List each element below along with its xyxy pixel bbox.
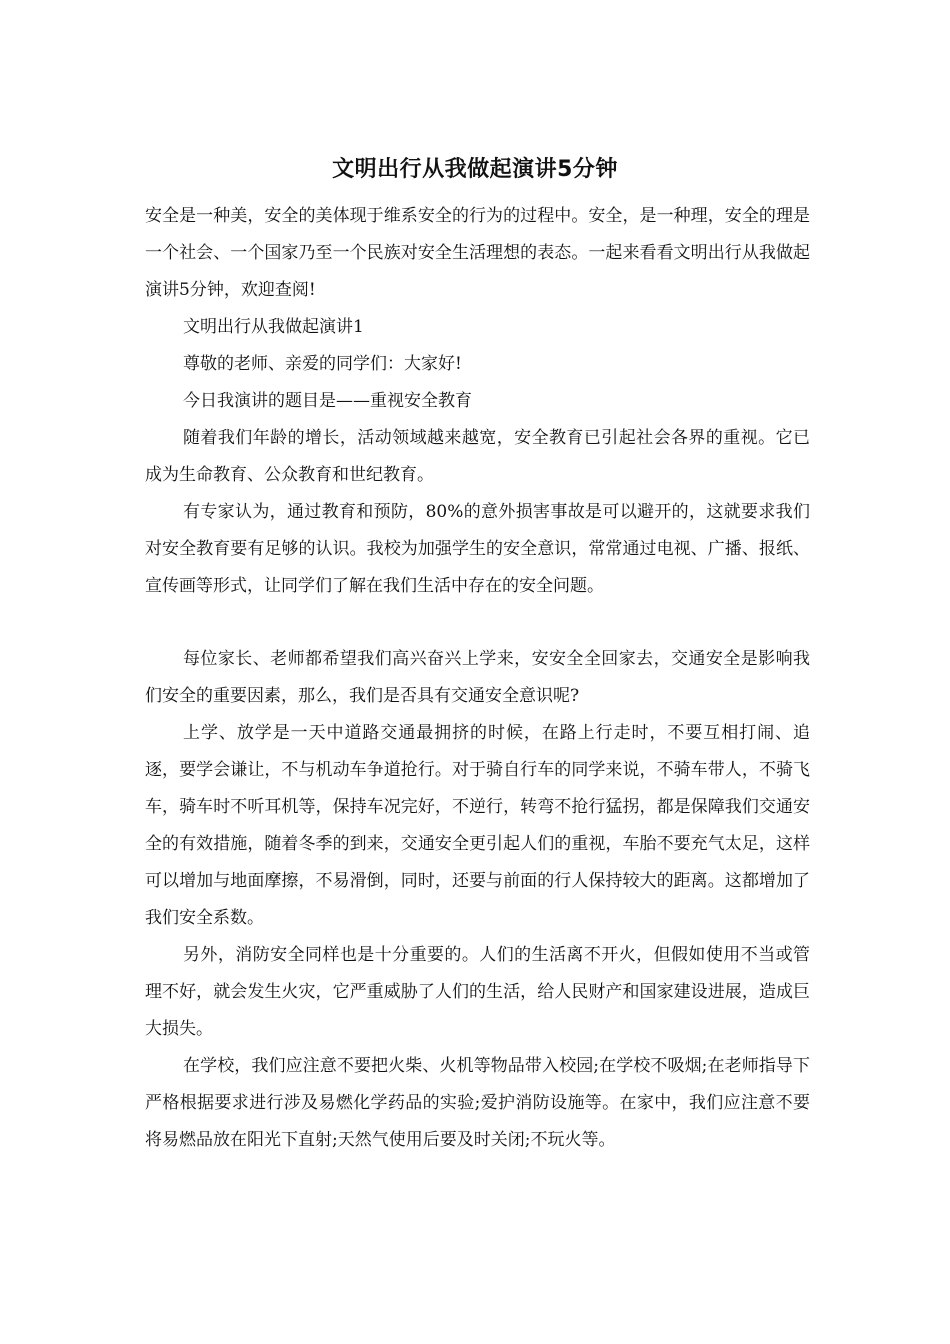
paragraph-body: 每位家长、老师都希望我们高兴奋兴上学来，安安全全回家去，交通安全是影响我们安全的重要因素，那么，我们是否具有交通安全意识呢? [145, 649, 810, 706]
paragraph-topic: 今日我演讲的题目是——重视安全教育 [183, 391, 472, 411]
document-body [145, 198, 810, 1159]
paragraph-section-heading: 文明出行从我做起演讲1 [183, 317, 364, 337]
paragraph-body: 有专家认为，通过教育和预防，80%的意外损害事故是可以避开的，这就要求我们对安全教育要有足够的认识。我校为加强学生的安全意识，常常通过电视、广播、报纸、宣传画等形式，让同学们了解在我们生活中存在的安全问题。 [145, 502, 810, 596]
paragraph-body: 随着我们年龄的增长，活动领域越来越宽，安全教育已引起社会各界的重视。它已成为生命教育、公众教育和世纪教育。 [145, 428, 810, 485]
document-title: 文明出行从我做起演讲5分钟 [332, 157, 618, 182]
paragraph-greeting: 尊敬的老师、亲爱的同学们：大家好! [183, 354, 462, 374]
paragraph-intro: 安全是一种美，安全的美体现于维系安全的行为的过程中。安全，是一种理，安全的理是一个社会、一个国家乃至一个民族对安全生活理想的表态。一起来看看文明出行从我做起演讲5分钟，欢迎查阅! [145, 206, 810, 300]
paragraph-body: 在学校，我们应注意不要把火柴、火机等物品带入校园;在学校不吸烟;在老师指导下严格根据要求进行涉及易燃化学药品的实验;爱护消防设施等。在家中，我们应注意不要将易燃品放在阳光下直射;天然气使用后要及时关闭;不玩火等。 [145, 1056, 810, 1150]
paragraph-body: 上学、放学是一天中道路交通最拥挤的时候，在路上行走时，不要互相打闹、追逐，要学会谦让，不与机动车争道抢行。对于骑自行车的同学来说，不骑车带人，不骑飞车，骑车时不听耳机等，保持车况完好，不逆行，转弯不抢行猛拐，都是保障我们交通安全的有效措施，随着冬季的到来，交通安全更引起人们的重视，车胎不要充气太足，这样可以增加与地面摩擦，不易滑倒，同时，还要与前面的行人保持较大的距离。这都增加了我们安全系数。 [145, 723, 810, 928]
paragraph-body: 另外，消防安全同样也是十分重要的。人们的生活离不开火，但假如使用不当或管理不好，就会发生火灾，它严重威胁了人们的生活，给人民财产和国家建设进展，造成巨大损失。 [145, 945, 810, 1039]
